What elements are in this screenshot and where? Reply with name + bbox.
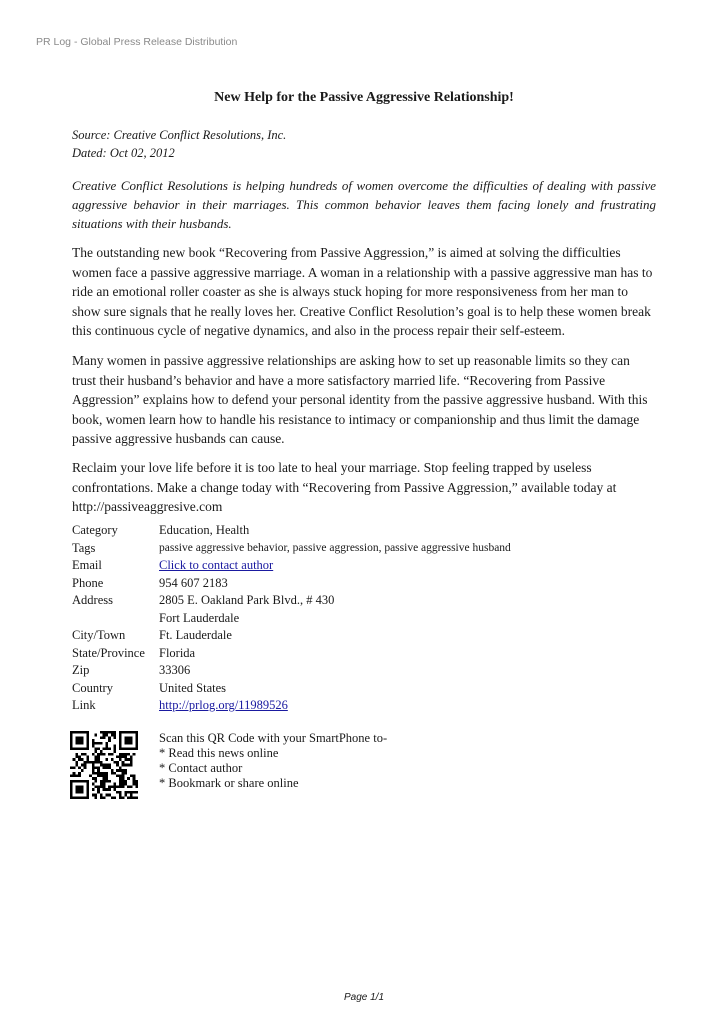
address-label: Address [72,593,113,607]
qr-item-read: * Read this news online [159,746,279,760]
qr-instructions [159,731,387,791]
tags-label: Tags [72,540,96,555]
release-date: Dated: Oct 02, 2012 [72,146,175,160]
detail-row-state [72,645,656,663]
city-value: Ft. Lauderdale [159,628,232,642]
country-value: United States [159,680,227,695]
phone-value: 954 607 2183 [159,575,228,590]
detail-row-category [72,522,656,540]
body-paragraph-1: The outstanding new book “Recovering from Passive Aggression,” is aimed at solving the difficulties women face a passive aggressive marriage. A woman in a relationship with a passive aggressive man has to ride an emotional roller coaster as she is always stuck hoping for more responsiveness from her man to show sure signals that he really loves her. Creative Conflict Resolution’s goal is to help these women break this continuous cycle of negative dynamics, and also in the process repair their self-esteem. [72,245,653,338]
state-label: State/Province [72,645,145,660]
details-table [72,522,656,715]
detail-row-country [72,680,656,698]
detail-row-email [72,557,656,575]
state-value: Florida [159,645,196,660]
tags-value: passive aggressive behavior, passive aggression, passive aggressive husband [159,541,511,554]
detail-row-city [72,627,656,645]
release-meta [72,126,286,162]
detail-row-zip [72,662,656,680]
zip-value: 33306 [159,663,191,677]
qr-item-contact: * Contact author [159,761,243,775]
category-label: Category [72,523,118,537]
qr-code-icon [70,731,138,799]
qr-item-bookmark: * Bookmark or share online [159,776,299,790]
site-header: PR Log - Global Press Release Distribution [36,36,238,48]
country-label: Country [72,680,113,695]
permalink-link[interactable]: http://prlog.org/11989526 [159,698,288,712]
detail-row-address [72,592,656,627]
body-paragraph-2: Many women in passive aggressive relationships are asking how to set up reasonable limits so they can trust their husband’s behavior and have a more satisfactory married life. “Recovering from Passive Aggression” explains how to defend your personal identity from the passive aggressive husband. With this book, women learn how to handle his resistance to intimacy or companionship and thus limit the damage passive aggressive husbands can cause. [72,353,648,446]
address-line-1: 2805 E. Oakland Park Blvd., # 430 [159,593,335,607]
city-label: City/Town [72,628,126,642]
release-source: Source: Creative Conflict Resolutions, Inc. [72,128,287,142]
category-value: Education, Health [159,523,250,537]
link-label: Link [72,698,96,712]
email-label: Email [72,558,102,572]
release-title: New Help for the Passive Aggressive Relationship! [214,90,514,105]
phone-label: Phone [72,575,104,590]
body-paragraph-3: Reclaim your love life before it is too late to heal your marriage. Stop feeling trapped by useless confrontations. Make a change today with “Recovering from Passive Aggression,” available today at http://passiveaggresive.com [72,460,617,514]
detail-row-tags [72,540,656,558]
address-value [159,592,656,627]
address-line-2: Fort Lauderdale [159,610,240,625]
detail-row-link [72,697,656,715]
qr-intro: Scan this QR Code with your SmartPhone to- [159,731,388,745]
page-number: Page 1/1 [343,992,385,1003]
zip-label: Zip [72,663,90,677]
contact-author-link[interactable]: Click to contact author [159,558,274,572]
detail-row-phone [72,575,656,593]
release-summary: Creative Conflict Resolutions is helping hundreds of women overcome the difficulties of dealing with passive aggressive behavior in their marriages. This common behavior leaves them facing lonely and frustrating situations with their husbands. [72,178,656,231]
